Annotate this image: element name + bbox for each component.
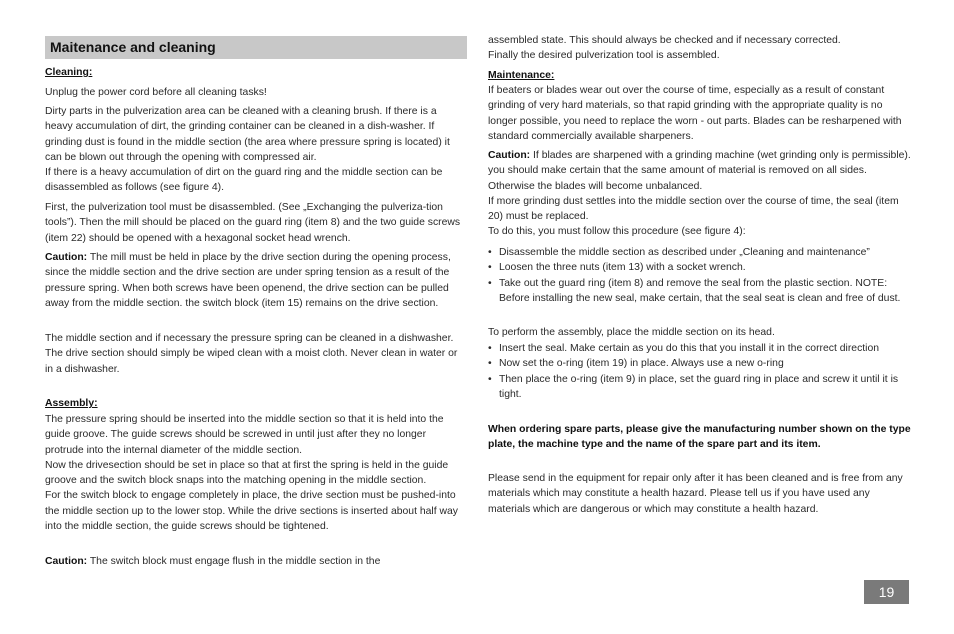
list-item: • Disassemble the middle section as described under „Cleaning and maintenance” [488,245,912,260]
caution-text: If blades are sharpened with a grinding machine (wet grinding only is permissible). you should make certain that the same amount of material is removed on all sides. Otherwise the blades will become unbalanced. [488,150,911,192]
list-item: • Take out the guard ring (item 8) and remove the seal from the plastic section. NOTE: Before installing the new seal, make certain, that the seal seat is clean and free of dust. [488,276,912,307]
caution-paragraph-1 [45,250,467,311]
caution-text: The mill must be held in place by the drive section during the opening process, since the middle section and the drive section are under spring tension as a result of the pressure spring. When both screws have been openend, the drive section can be pulled away from the middle section. the switch block (item 15) remains on the drive section. [45,252,451,309]
continued-paragraph-1: assembled state. This should always be checked and if necessary corrected. [488,35,841,46]
cleaning-paragraph-3: If there is a heavy accumulation of dirt on the guard ring and the middle section can be disassembled as follows (see figure 4). [45,167,443,194]
maintenance-heading: Maintenance: [488,70,555,81]
cleaning-paragraph-5: The middle section and if necessary the pressure spring can be cleaned in a dishwasher. [45,333,454,344]
maintenance-paragraph-3: To do this, you must follow this procedure (see figure 4): [488,226,746,238]
assembly-paragraph-1: The pressure spring should be inserted into the middle section so that it is held into the guide groove. The guide screws should be screwed in until just after they no longer protrude into the internal diameter of the middle section. [45,414,444,456]
list-item: • Insert the seal. Make certain as you do this that you install it in the correct direction [488,341,912,356]
assembly-paragraph-3: For the switch block to engage completely in place, the drive section must be pushed-into the middle section up to the lower stop. While the drive sections is inserted about half way into the middle section, the guide screws should be tightened. [45,490,458,533]
assembly-intro: To perform the assembly, place the middle section on its head. [488,327,775,338]
list-item: • Now set the o-ring (item 19) in place. Always use a new o-ring [488,356,912,371]
page-number: 19 [864,580,909,604]
assembly-paragraph-2: Now the drivesection should be set in place so that at first the spring is held in the guide groove and the switch block snaps into the matching opening in the middle section. [45,459,449,487]
caution-paragraph-2 [45,554,467,569]
cleaning-paragraph-6: The drive section should simply be wiped clean with a moist cloth. Never clean in water or in a dishwasher. [45,348,458,375]
cleaning-heading: Cleaning: [45,67,93,78]
assembly-heading: Assembly: [45,398,98,409]
cleaning-paragraph-2: Dirty parts in the pulverization area can be cleaned with a cleaning brush. If there is a heavy accumulation of dirt, the grinding container can be cleaned in a dish-washer. If grinding dust is found in the middle section (the area where pressure spring is located) it can be blown out through the opening with compressed air. [45,106,450,163]
section-title: Maitenance and cleaning [45,36,467,59]
caution-label: Caution: [488,150,531,161]
list-item: • Loosen the three nuts (item 13) with a socket wrench. [488,260,912,275]
cleaning-paragraph-1: Unplug the power cord before all cleaning tasks! [45,87,267,98]
repair-note: Please send in the equipment for repair only after it has been cleaned and is free from any materials which may constitute a health hazard. Please tell us if you have used any materials which are dangerous or which may constitute a health hazard. [488,473,903,515]
assembly-steps-list [488,341,912,402]
maintenance-paragraph-1: If beaters or blades wear out over the course of time, especially as a result of constant grinding of very hard materials, so that rapid grinding with the appropriate quality is no longer possible, you need to replace the worn - out parts. Blades can be resharpened with standard commercially available sharpeners. [488,85,902,142]
caution-paragraph-3 [488,148,912,194]
list-item: • Then place the o-ring (item 9) in place, set the guard ring in place and screw it until it is tight. [488,372,912,403]
cleaning-paragraph-4: First, the pulverization tool must be disassembled. (See „Exchanging the pulveriza-tion tools”). Then the mill should be placed on the guard ring (item 8) and the two guide screws (item 22) should be opened with a hexagonal socket head wrench. [45,202,461,244]
caution-text: The switch block must engage flush in the middle section in the [87,556,381,567]
spare-parts-note: When ordering spare parts, please give the manufacturing number shown on the type plate, the machine type and the name of the spare part and its item. [488,424,911,451]
disassembly-steps-list [488,245,912,306]
caution-label: Caution: [45,252,88,263]
caution-label: Caution: [45,556,88,567]
maintenance-paragraph-2: If more grinding dust settles into the middle section over the course of time, the seal (item 20) must be replaced. [488,195,899,223]
continued-paragraph-2: Finally the desired pulverization tool is assembled. [488,50,720,62]
